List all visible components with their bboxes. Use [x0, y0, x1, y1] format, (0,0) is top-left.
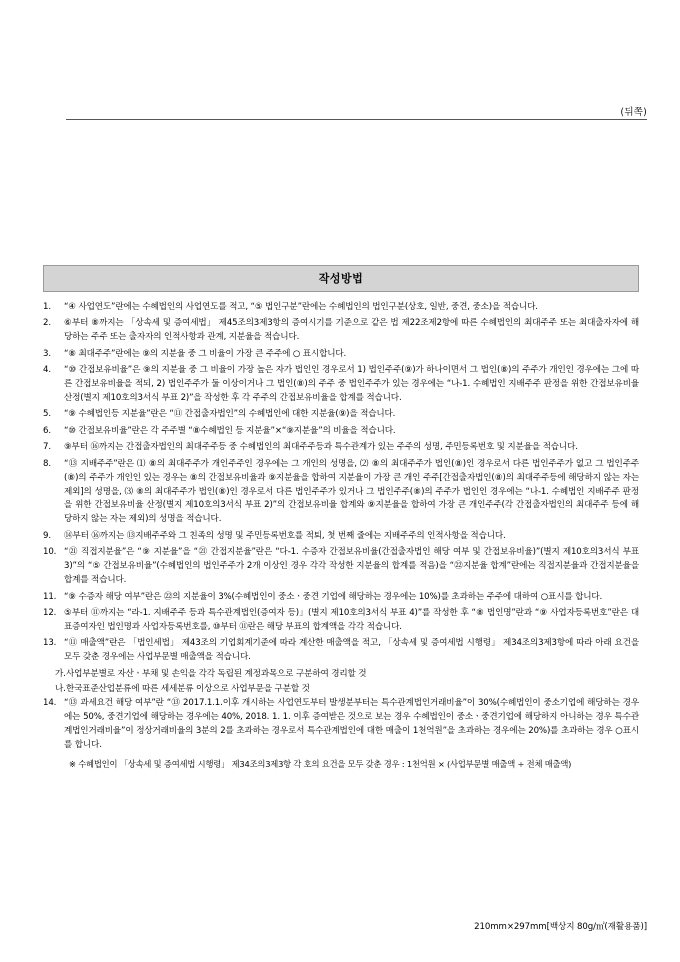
instruction-list — [43, 301, 639, 771]
item-text: “⑪ 매출액”란은 「법인세법」 제43조의 기업회계기준에 따라 계산한 매출액을 적고, 「상속세 및 증여세법 시행령」 제34조의3제3항에 따라 아래 요건을 모두 갖춘 경우에는 사업부문별 매출액을 적습니다. — [64, 638, 639, 663]
item-number: 4. — [43, 365, 51, 376]
item-text: “⑩ 간접보유비율”은 ⑨의 지분율 중 그 비율이 가장 높은 자가 법인인 경우로서 1) 법인주주(⑨)가 하나이면서 그 법인(⑧)의 주주가 개인인 경우에는 그에 따른 간접보유비율을 적되, 2) 법인주주가 둘 이상이거나 그 법인(⑧)의 주주 중 법인주주가 있는 경우에는 “나-1. 수혜법인 지배주주 판정을 위한 간접보유비율 산정(별지 제10호의3서식 부표 2)”을 작성한 후 각 주주의 간접보유비율을 합계를 적습니다. — [64, 365, 639, 404]
item-text: ⑤부터 ⑪까지는 “라-1. 지배주주 등과 특수관계법인(증여자 등)」(별지 제10호의3서식 부표 4)”를 작성한 후 “⑧ 법인명”란과 “⑨ 사업자등록번호”란은 대표증여자인 법인명과 사업자등록번호를, ⑩부터 ⑪란은 해당 부표의 합계액을 각각 적습니다. — [64, 607, 639, 632]
item-number: 6. — [43, 425, 51, 436]
item-number: 2. — [43, 318, 51, 329]
list-item — [43, 637, 639, 665]
item-note: ※ 수혜법인이 「상속세 및 증여세법 시행령」 제34조의3제3항 각 호의 요건을 모두 갖춘 경우 : 1천억원 × (사업부문별 매출액 ÷ 전체 매출액) — [69, 759, 572, 770]
item-text: ⑨부터 ⑯까지는 간접출자법인의 최대주주등 중 수혜법인의 최대주주등과 특수관계가 있는 주주의 성명, 주민등록번호 및 지분율을 적습니다. — [64, 442, 578, 453]
item-text: “⑨ 수증자 해당 여부”란은 ㉒의 지분율이 3%(수혜법인이 중소ㆍ중견 기업에 해당하는 경우에는 10%)를 초과하는 주주에 대하여 ○표시를 합니다. — [64, 591, 603, 602]
list-item — [43, 301, 639, 315]
item-number: 11. — [43, 591, 57, 602]
page-footer: 210mm×297mm[백상지 80g/㎡(재활용품)] — [474, 922, 647, 932]
header-divider — [66, 119, 647, 120]
item-text: ⑥부터 ⑧까지는 「상속세 및 증여세법」 제45조의3제3항의 증여시기를 기준으로 같은 법 제22조제2항에 따른 수혜법인의 최대주주 또는 최대출자자에 해당하는 주주 또는 출자자의 인적사항과 관계, 지분율을 적습니다. — [64, 318, 639, 343]
item-text: “④ 사업연도”란에는 수혜법인의 사업연도를 적고, “⑤ 법인구분”란에는 수혜법인의 법인구분(상호, 일반, 중견, 중소)을 적습니다. — [64, 302, 538, 312]
item-number: 14. — [43, 698, 57, 709]
list-item — [43, 348, 639, 362]
list-item — [43, 591, 639, 605]
item-text: “⑨ 수혜법인등 지분율”란은 “⑪ 간접출자법인”의 수혜법인에 대한 지분율(⑨)을 적습니다. — [64, 409, 396, 420]
item-number: 8. — [43, 458, 51, 469]
subitem-number: 가. — [55, 668, 66, 679]
page-corner-label: (뒤쪽) — [620, 107, 647, 118]
list-item — [43, 364, 639, 406]
item-number: 13. — [43, 638, 57, 649]
item-number: 7. — [43, 442, 51, 453]
item-number: 12. — [43, 607, 57, 618]
list-item — [43, 425, 639, 439]
item-number: 5. — [43, 409, 51, 420]
item-number: 3. — [43, 348, 51, 359]
list-item — [43, 546, 639, 588]
subitem-text: 사업부분별로 자산ㆍ부채 및 손익을 각각 독립된 계정과목으로 구분하여 경리할 것 — [66, 668, 367, 679]
list-subitem — [43, 683, 639, 697]
list-subitem — [43, 668, 639, 682]
item-text: “⑩ 간접보유비율”란은 각 주주별 “⑧수혜법인 등 지분율”×“⑨지분율”의 비율을 적습니다. — [64, 425, 396, 436]
list-item — [43, 317, 639, 345]
list-item — [43, 530, 639, 544]
list-item — [43, 441, 639, 455]
item-text: “⑬ 과세요건 해당 여부”란 “⑬ 2017.1.1.이후 개시하는 사업연도부터 발생분부터는 특수관계법인거래비율”이 30%(수혜법인이 중소기업에 해당하는 경우에는 50%, 중견기업에 해당하는 경우에는 40%, 2018. 1. 1. 이후 증여받은 것으로 보는 경우 수혜법인이 중소ㆍ중견기업에 해당하지 아니하는 경우 특수관계법인거래비율”이 정상거래비율의 3분의 2를 초과하는 경우로서 특수관계법인에 대한 매출이 1천억원”을 초과하는 경우에는 20%)를 초과하는 경우 ○표시를 합니다. — [64, 698, 639, 751]
item-number: 10. — [43, 547, 57, 558]
list-item — [43, 458, 639, 528]
instructions-section — [43, 265, 639, 771]
list-item — [43, 697, 639, 753]
section-title: 작성방법 — [43, 265, 639, 292]
item-number: 9. — [43, 530, 51, 541]
list-item — [43, 607, 639, 635]
item-text: “㉑ 직접지분율”은 “⑨ 지분율”을 “㉑ 간접지분율”란은 “다-1. 수증자 간접보유비율(간접출자법인 해당 여부 및 간접보유비율)”(별지 제10호의3서식 부표 3)”의 “⑤ 간접보유비율”(수혜법인의 법인주주가 2개 이상인 경우 각각 작성한 지분율의 합계를 적음)을 “㉒지분율 합계”란에는 직접지분율과 간접지분율을 합계를 적습니다. — [64, 547, 639, 586]
subitem-number: 나. — [55, 683, 66, 694]
list-item — [43, 408, 639, 422]
subitem-text: 한국표준산업분류에 따른 세세분류 이상으로 사업부문을 구분할 것 — [66, 683, 310, 694]
item-text: ⑭부터 ⑯까지는 ⑬지배주주와 그 친족의 성명 및 주민등록번호를 적퇴, 첫 번째 줄에는 지배주주의 인적사항을 적습니다. — [64, 530, 506, 541]
item-text: “⑧ 최대주주”란에는 ⑨의 지분율 중 그 비율이 가장 큰 주주에 ○ 표시합니다. — [64, 348, 347, 359]
item-number: 1. — [43, 302, 51, 312]
item-text: “⑬ 지배주주”란은 ⑴ ⑧의 최대주주가 개인주주인 경우에는 그 개인의 성명을, ⑵ ⑧의 최대주주가 법인(⑧)인 경우로서 다른 법인주주가 없고 그 법인주주(⑧)의 주주가 개인인 있는 경우는 ⑧의 간접보유비율과 ⑨지분율을 합하여 지분율이 가장 큰 개인 주주[간접출자법인(⑧)의 최대주주등에 해당하지 않는 자는 제외]의 성명을, ⑶ ⑧의 최대주주가 법인(⑧)인 경우로서 다른 법인주주가 있거나 그 법인주주(⑧)의 주주가 법인인 경우에는 “나-1. 수혜법인 지배주주 판정을 위한 간접보유비율 산정(별지 제10호의3서식 부표 2)”의 간접보유비율 합계와 ⑨지분율을 합하여 가장 큰 개인주주(각 간접출자법인의 최대주주 등에 해당하지 않는 자는 제외)의 성명을 적습니다. — [64, 458, 639, 525]
